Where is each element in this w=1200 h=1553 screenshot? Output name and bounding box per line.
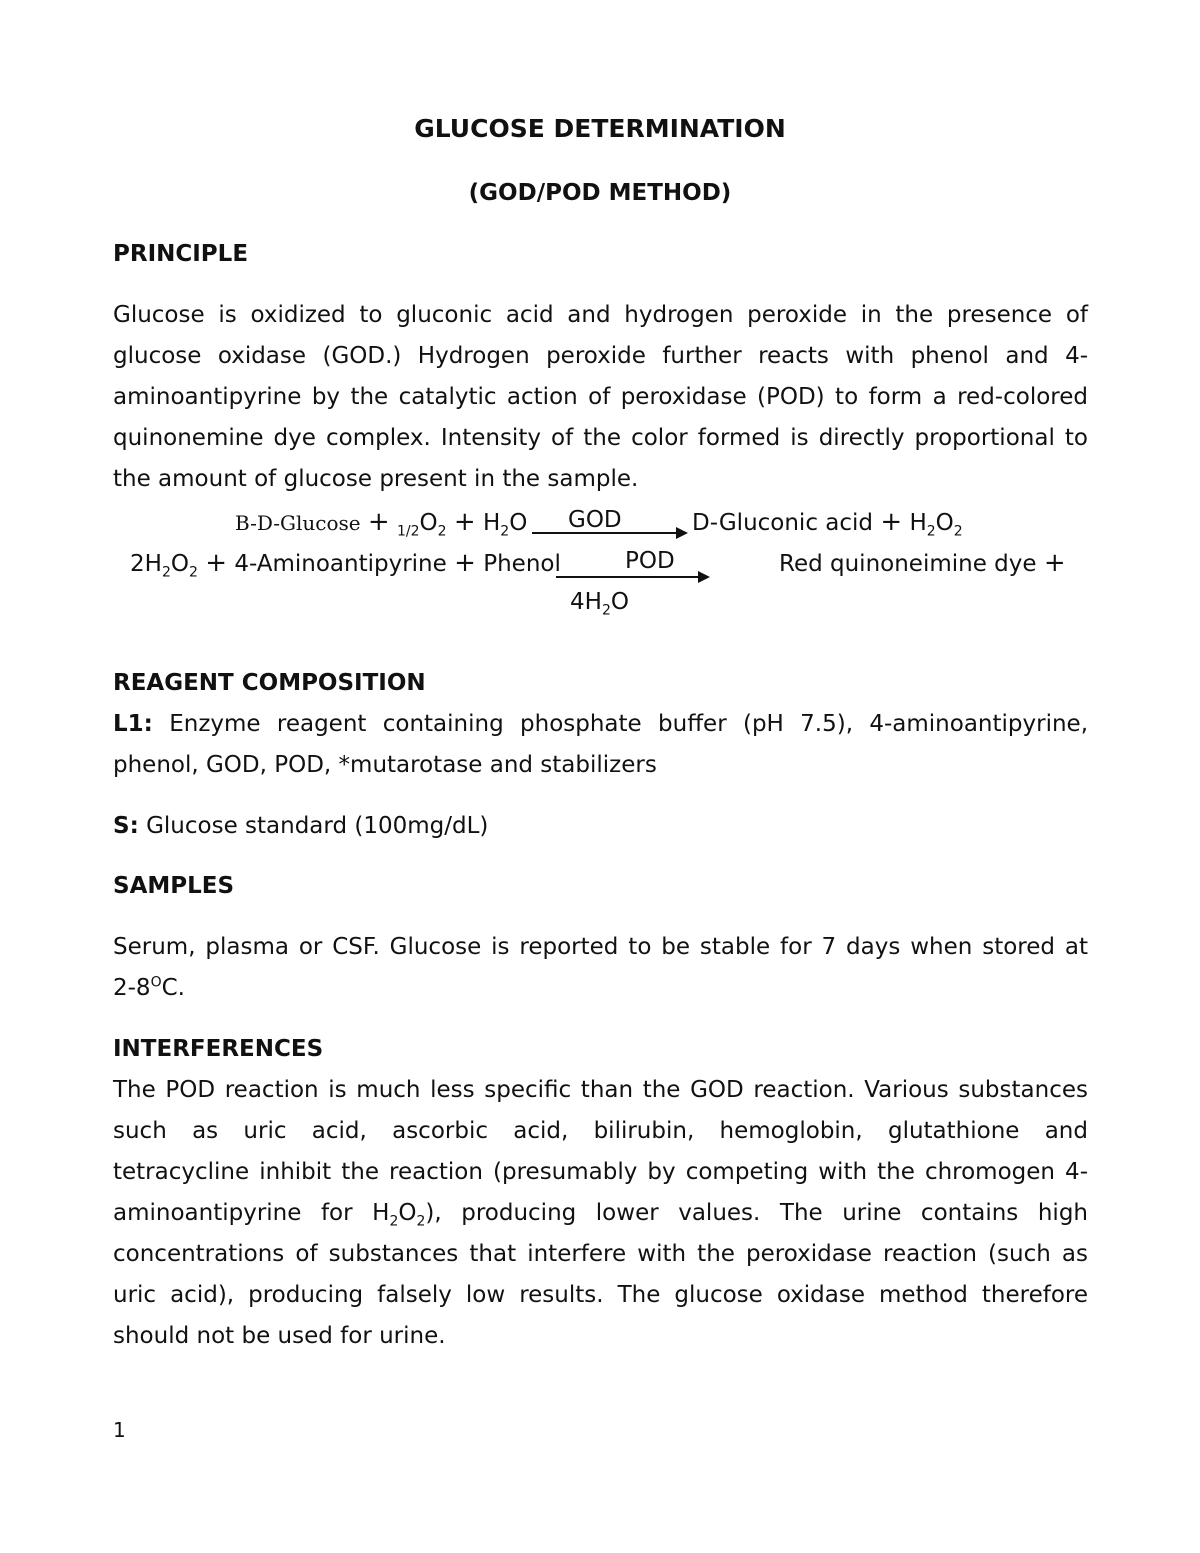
interferences-line: The POD reaction is much less specific than the GOD reaction. Various substances: [113, 1077, 1088, 1103]
reaction-2-product: Red quinoneimine dye +: [779, 548, 1066, 578]
principle-line: the amount of glucose present in the sample.: [113, 466, 639, 492]
s-label: S:: [113, 813, 139, 839]
principle-line: Glucose is oxidized to gluconic acid and hydrogen peroxide in the presence of: [113, 302, 1088, 328]
samples-line: Serum, plasma or CSF. Glucose is reported to be stable for 7 days when stored at: [113, 934, 1088, 960]
samples-heading: SAMPLES: [113, 873, 235, 899]
page-subtitle: (GOD/POD METHOD): [468, 180, 732, 206]
principle-line: quinonemine dye complex. Intensity of the color formed is directly proportional to: [113, 425, 1088, 451]
reaction-2-reactants: $2H_2O_2$ + 4-Aminoantipyrine + Phenol: [130, 548, 561, 581]
principle-heading: PRINCIPLE: [113, 241, 249, 267]
reaction-2-enzyme: POD: [625, 548, 675, 574]
reagent-l1-line: phenol, GOD, POD, *mutarotase and stabilizers: [113, 752, 657, 778]
page-number: 1: [113, 1418, 126, 1442]
principle-line: glucose oxidase (GOD.) Hydrogen peroxide further reacts with phenol and 4-: [113, 343, 1088, 369]
reaction-1-arrow: [532, 524, 692, 544]
principle-line: aminoantipyrine by the catalytic action of peroxidase (POD) to form a red-colored: [113, 384, 1088, 410]
reactant-glucose: B-D-Glucose: [235, 511, 361, 535]
reagent-s-line: S: Glucose standard (100mg/dL): [113, 813, 489, 839]
samples-line: $2-8^OC$.: [113, 974, 185, 1001]
reaction-1-enzyme: GOD: [568, 507, 622, 533]
reaction-2-arrow: [556, 568, 716, 588]
page-title: GLUCOSE DETERMINATION: [414, 114, 786, 143]
interferences-heading: INTERFERENCES: [113, 1036, 324, 1062]
interferences-line: such as uric acid, ascorbic acid, bilirubin, hemoglobin, glutathione and: [113, 1118, 1088, 1144]
interferences-line: uric acid), producing falsely low results. The glucose oxidase method therefore: [113, 1282, 1088, 1308]
interferences-line: concentrations of substances that interfere with the peroxidase reaction (such as: [113, 1241, 1088, 1267]
reaction-2-water: $4H_2O$: [570, 589, 629, 619]
reaction-1-reactants: $B-D-Glucose + _{1/2}O_2 + H_2O$: [235, 507, 528, 540]
interferences-line: tetracycline inhibit the reaction (presumably by competing with the chromogen 4-: [113, 1159, 1088, 1185]
reaction-1-products: D-Gluconic acid + $H_2O_2$: [692, 507, 963, 540]
reagent-heading: REAGENT COMPOSITION: [113, 670, 426, 696]
reagent-l1-line: L1: Enzyme reagent containing phosphate buffer (pH 7.5), 4-aminoantipyrine,: [113, 711, 1089, 737]
interferences-line: aminoantipyrine for $H_2O_2$), producing lower values. The urine contains high: [113, 1200, 1088, 1230]
interferences-line: should not be used for urine.: [113, 1323, 446, 1349]
l1-label: L1:: [113, 711, 153, 737]
